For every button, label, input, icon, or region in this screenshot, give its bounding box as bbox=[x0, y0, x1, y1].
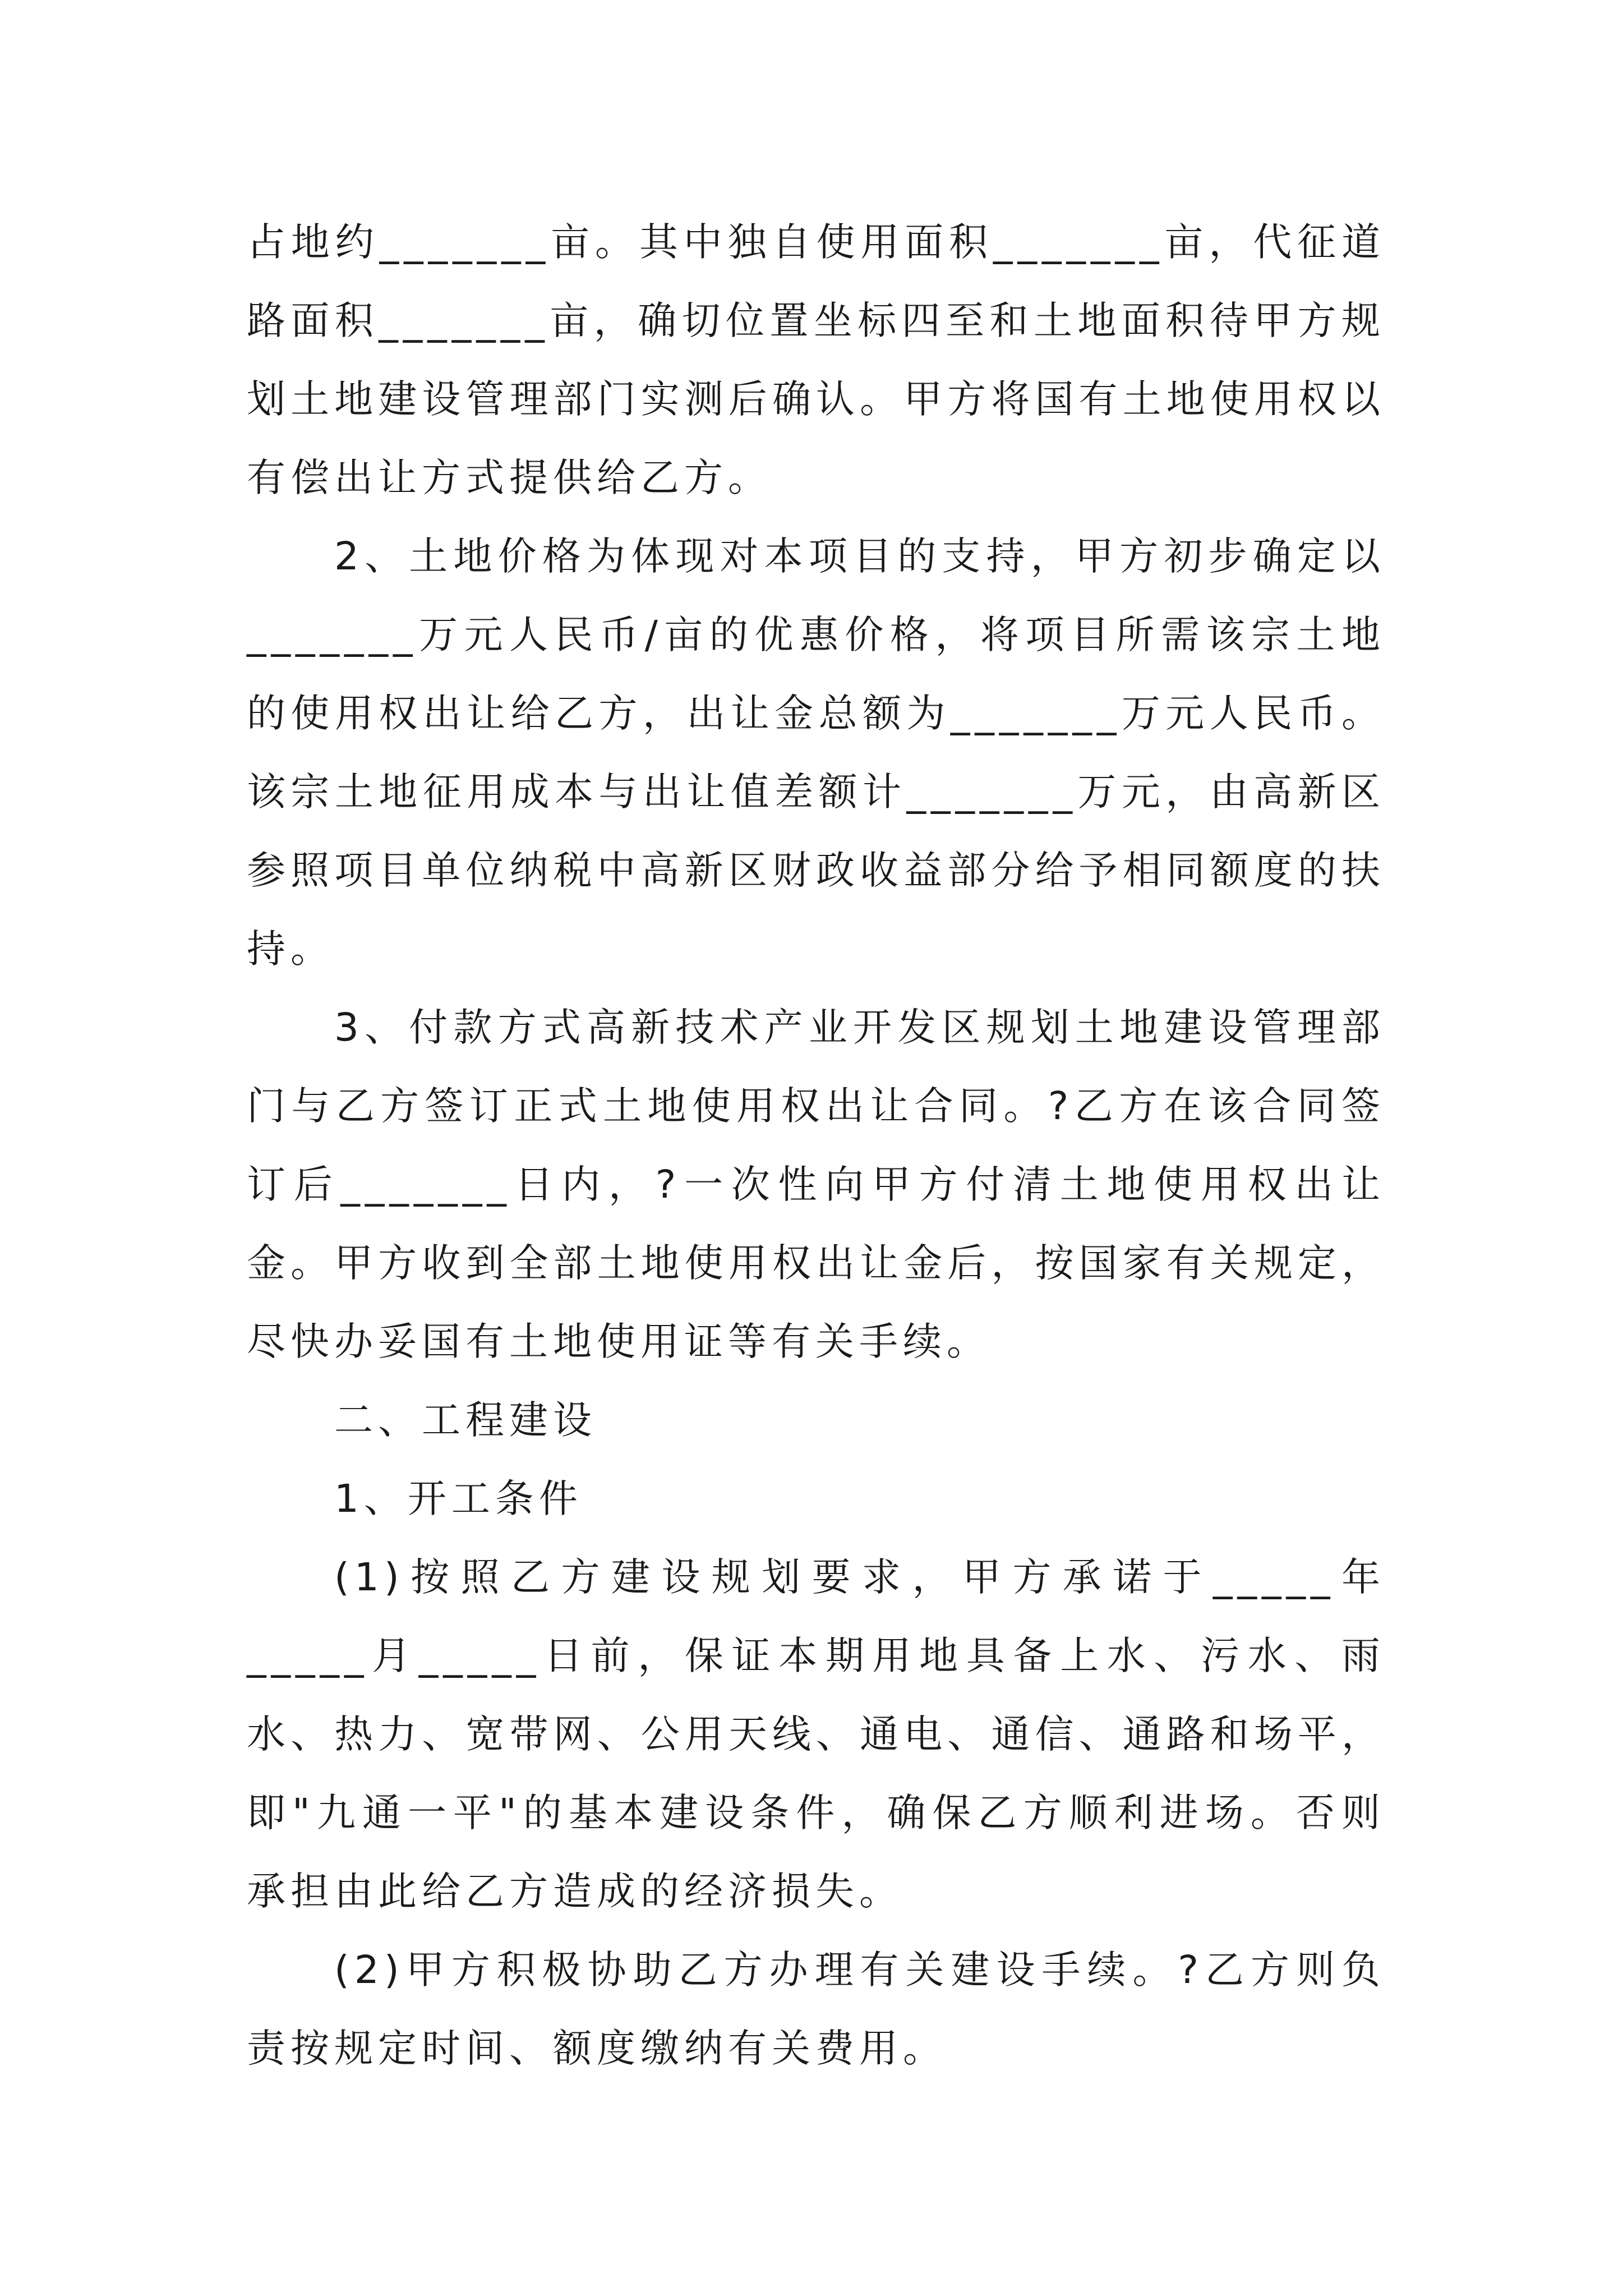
paragraph-payment-method: 3、付款方式高新技术产业开发区规划土地建设管理部门与乙方签订正式土地使用权出让合同。?乙方在该合同签订后_______日内，?一次性向甲方付清土地使用权出让金。甲方收到全部土地使用权出让金后，按国家有关规定，尽快办妥国有土地使用证等有关手续。 bbox=[247, 1005, 1385, 1364]
paragraph-land-area: 占地约_______亩。其中独自使用面积_______亩，代征道路面积_______亩，确切位置坐标四至和土地面积待甲方规划土地建设管理部门实测后确认。甲方将国有土地使用权以有偿出让方式提供给乙方。 bbox=[247, 220, 1385, 500]
paragraph-condition-1: (1)按照乙方建设规划要求，甲方承诺于_____年_____月_____日前，保证本期用地具备上水、污水、雨水、热力、宽带网、公用天线、通电、通信、通路和场平，即"九通一平"的基本建设条件，确保乙方顺利进场。否则承担由此给乙方造成的经济损失。 bbox=[247, 1555, 1385, 1914]
section-heading-construction: 二、工程建设 bbox=[334, 1398, 597, 1443]
subsection-heading-start-conditions: 1、开工条件 bbox=[334, 1476, 583, 1521]
document-body bbox=[247, 203, 1385, 2088]
paragraph-land-price: 2、土地价格为体现对本项目的支持，甲方初步确定以_______万元人民币/亩的优惠价格，将项目所需该宗土地的使用权出让给乙方，出让金总额为_______万元人民币。该宗土地征用成本与出让值差额计_______万元，由高新区参照项目单位纳税中高新区财政收益部分给予相同额度的扶持。 bbox=[247, 534, 1385, 972]
paragraph-condition-2: (2)甲方积极协助乙方办理有关建设手续。?乙方则负责按规定时间、额度缴纳有关费用。 bbox=[247, 1948, 1385, 2071]
